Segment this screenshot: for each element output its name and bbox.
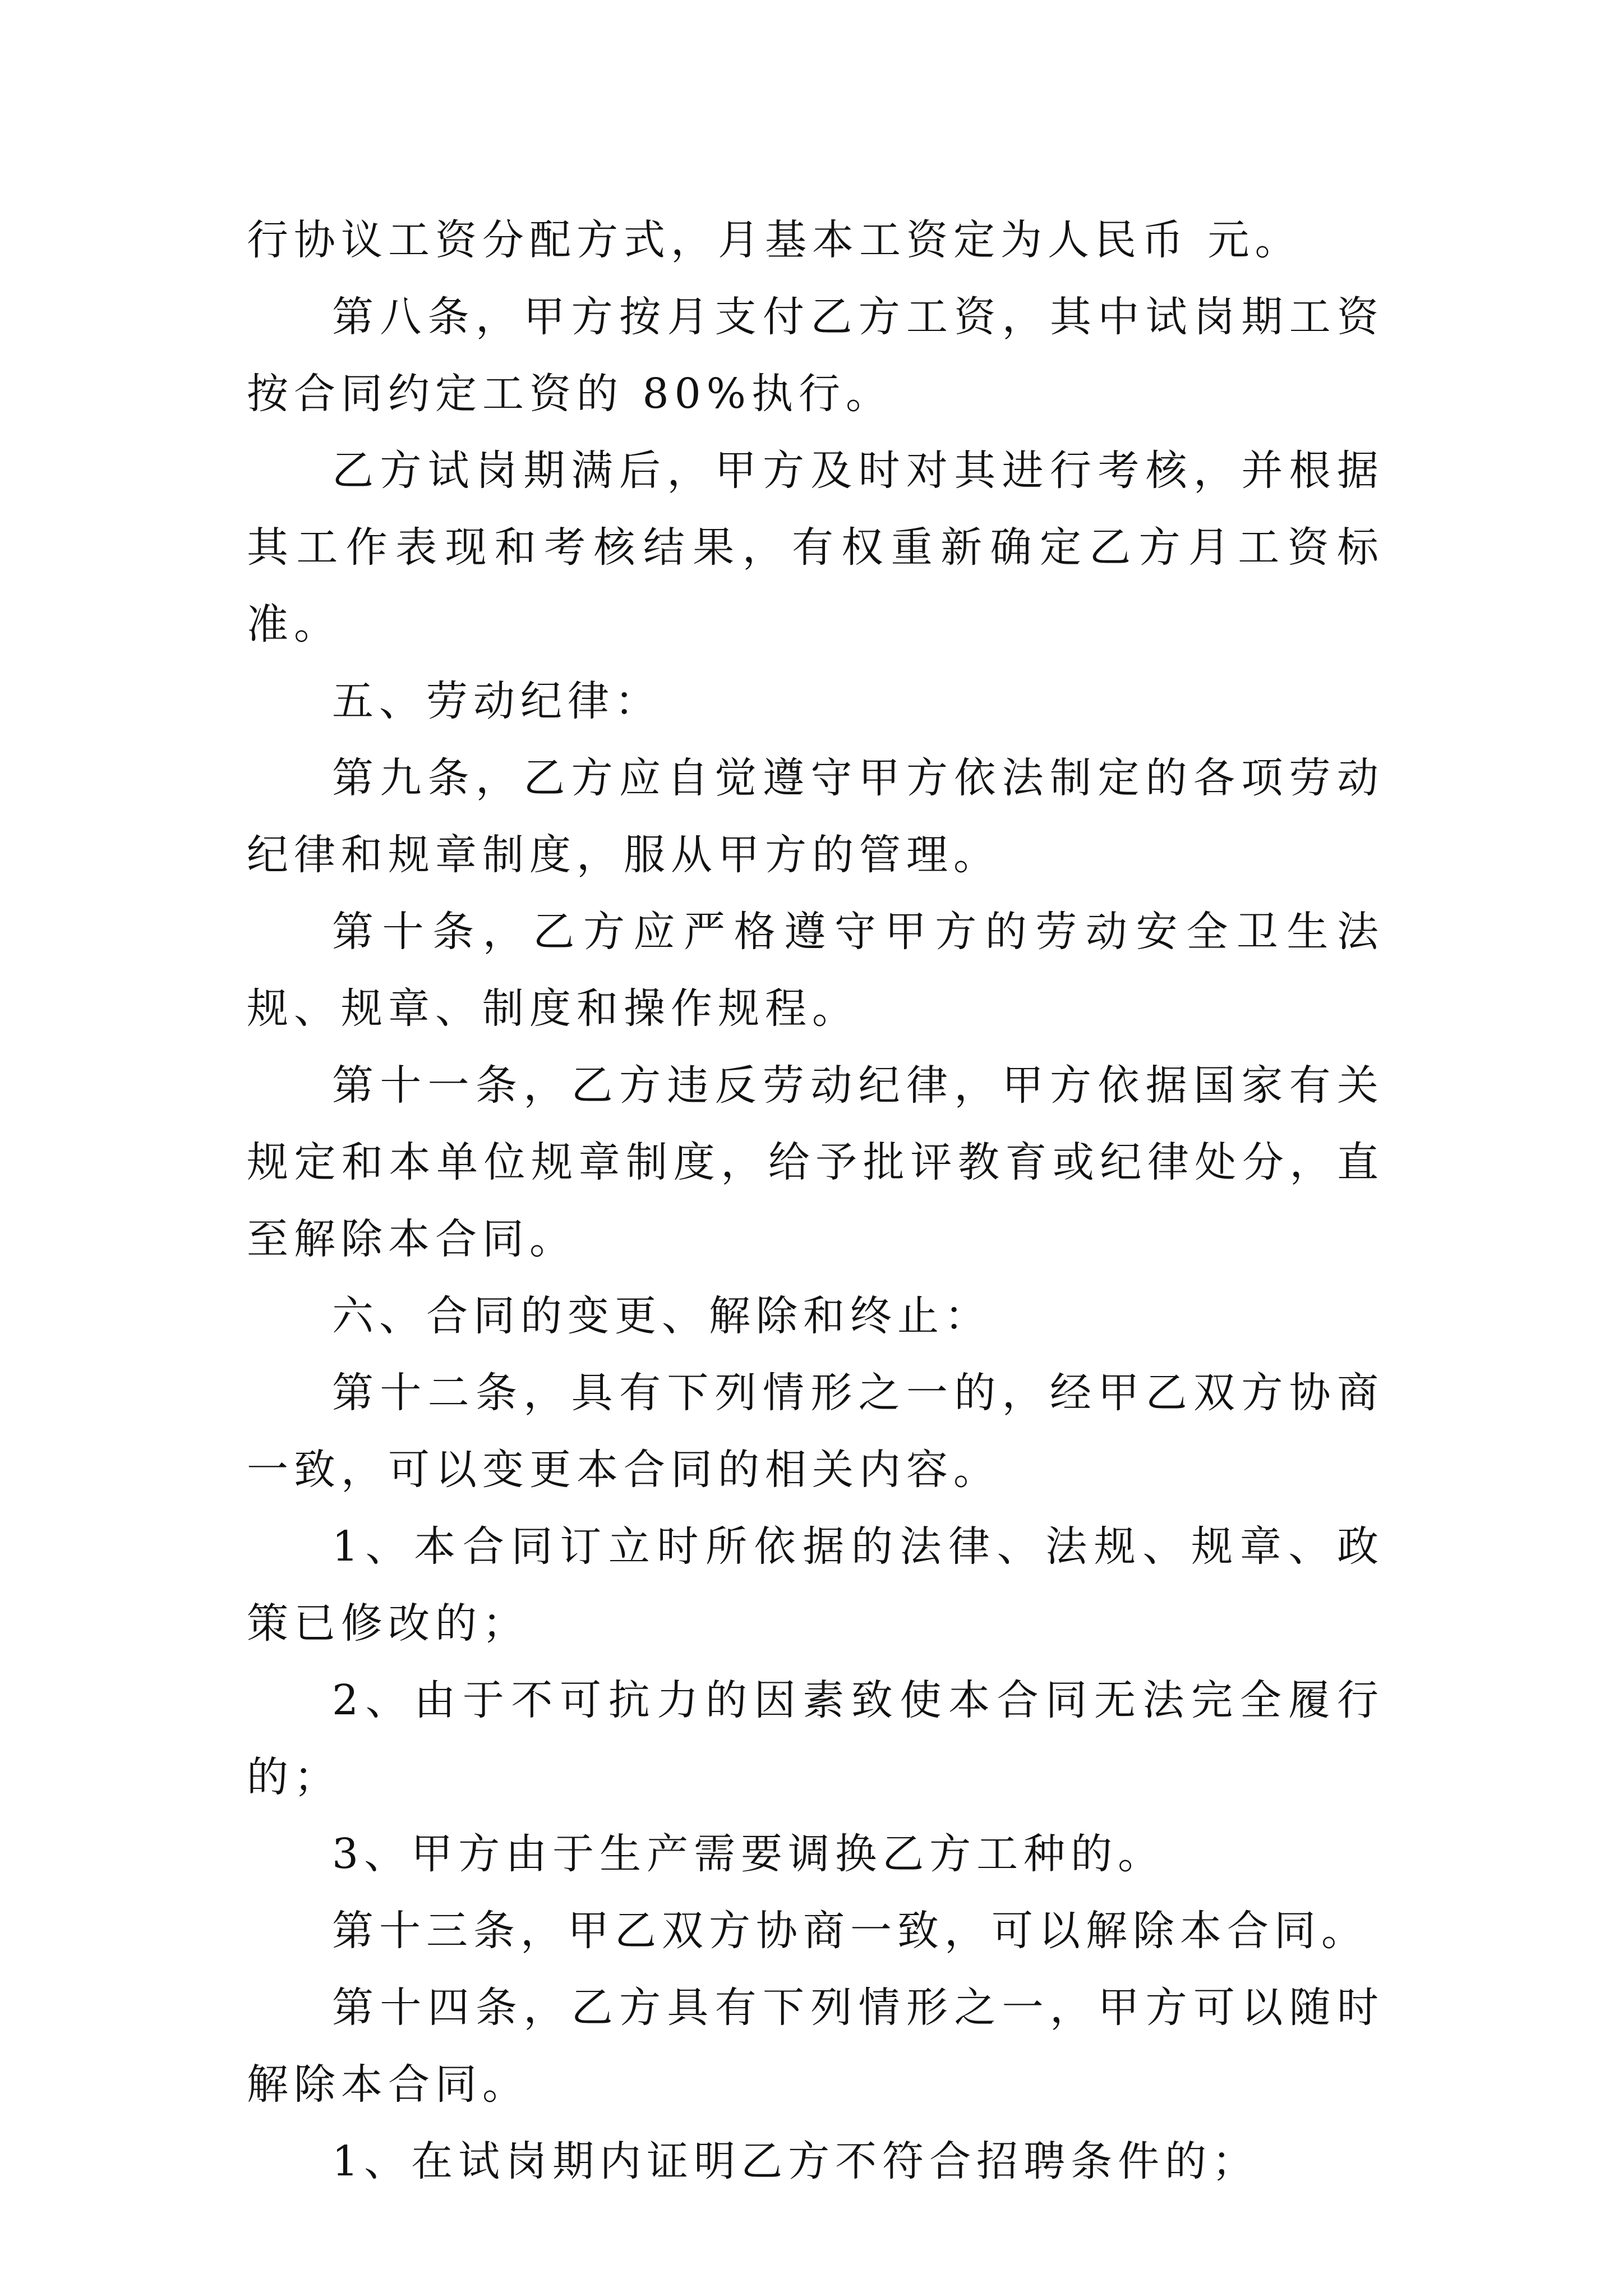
paragraph-article-10: 第十条，乙方应严格遵守甲方的劳动安全卫生法规、规章、制度和操作规程。: [247, 908, 1384, 1033]
paragraph-salary-method: 行协议工资分配方式，月基本工资定为人民币 元。: [247, 216, 1302, 264]
paragraph-article-14: 第十四条，乙方具有下列情形之一，甲方可以随时解除本合同。: [247, 1984, 1384, 2109]
list-item-2: 2、由于不可抗力的因素致使本合同无法完全履行的；: [247, 1676, 1384, 1801]
list-item-3: 3、甲方由于生产需要调换乙方工种的。: [332, 1830, 1165, 1878]
document-body: [247, 202, 1384, 2200]
paragraph-article-11: 第十一条，乙方违反劳动纪律，甲方依据国家有关规定和本单位规章制度，给予批评教育或纪律处分，直至解除本合同。: [247, 1061, 1384, 1263]
paragraph-article-12: 第十二条，具有下列情形之一的，经甲乙双方协商一致，可以变更本合同的相关内容。: [247, 1369, 1384, 1494]
paragraph-article-8: 第八条，甲方按月支付乙方工资，其中试岗期工资按合同约定工资的 80%执行。: [247, 293, 1384, 418]
list-item-1: 1、本合同订立时所依据的法律、法规、规章、政策已修改的；: [247, 1522, 1384, 1648]
paragraph-article-13: 第十三条，甲乙双方协商一致，可以解除本合同。: [332, 1907, 1368, 1955]
paragraph-probation-review: 乙方试岗期满后，甲方及时对其进行考核，并根据其工作表现和考核结果，有权重新确定乙方月工资标准。: [247, 447, 1384, 648]
list-item-article-14-1: 1、在试岗期内证明乙方不符合招聘条件的；: [332, 2137, 1260, 2185]
paragraph-article-9: 第九条，乙方应自觉遵守甲方依法制定的各项劳动纪律和规章制度，服从甲方的管理。: [247, 754, 1384, 879]
section-heading-labor-discipline: 五、劳动纪律：: [332, 677, 662, 725]
section-heading-contract-changes: 六、合同的变更、解除和终止：: [332, 1292, 992, 1340]
